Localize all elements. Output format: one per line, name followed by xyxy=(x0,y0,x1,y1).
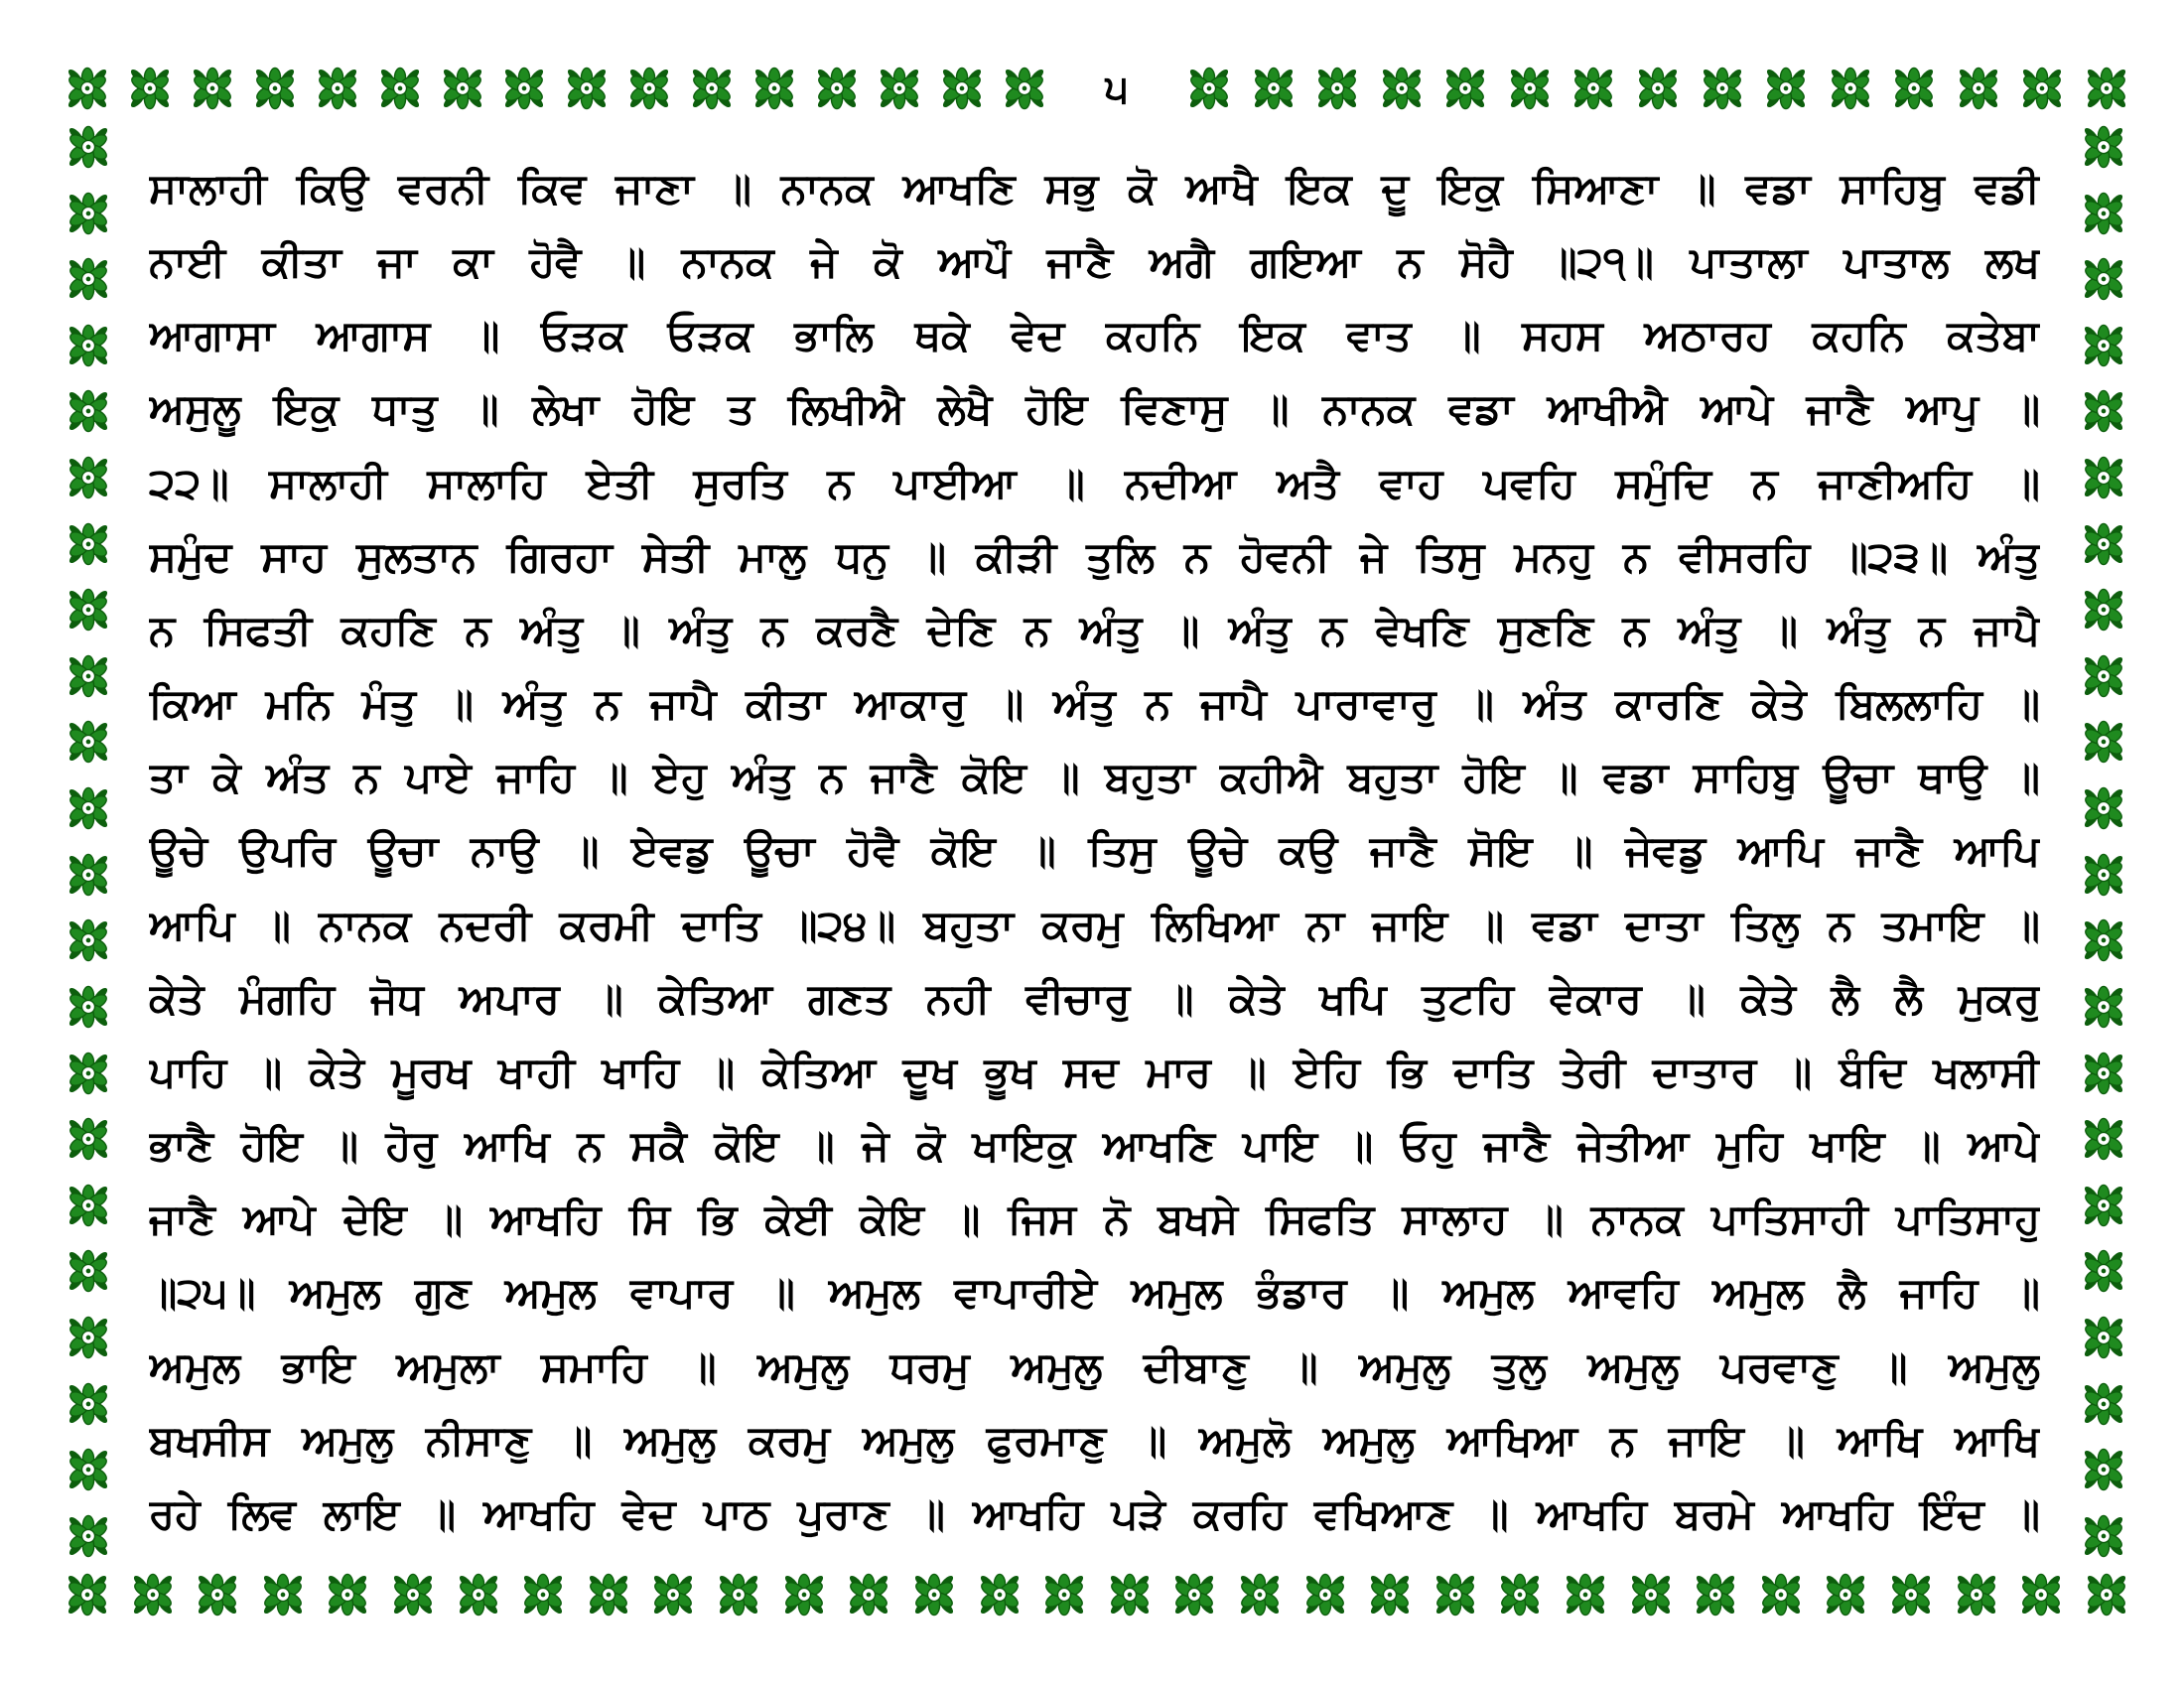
flower-icon xyxy=(61,847,116,903)
flower-icon xyxy=(122,61,178,116)
flower-icon xyxy=(934,61,990,116)
flower-icon xyxy=(1246,61,1301,116)
flower-icon xyxy=(61,780,116,836)
flower-icon xyxy=(2076,1442,2131,1497)
text-line-16: ॥੨੫॥ ਅਮੁਲ ਗੁਣ ਅਮੁਲ ਵਾਪਾਰ ॥ ਅਮੁਲ ਵਾਪਾਰੀਏ ਅਮੁਲ ਭੰਡਾਰ ॥ ਅਮੁਲ ਆਵਹਿ ਅਮੁਲ ਲੈ ਜਾਹਿ ॥ xyxy=(149,1268,2040,1318)
text-line-13: ਪਾਹਿ ॥ ਕੇਤੇ ਮੂਰਖ ਖਾਹੀ ਖਾਹਿ ॥ ਕੇਤਿਆ ਦੂਖ ਭੂਖ ਸਦ ਮਾਰ ॥ ਏਹਿ ਭਿ ਦਾਤਿ ਤੇਰੀ ਦਾਤਾਰ ॥ ਬੰਦਿ ਖਲਾਸੀ xyxy=(149,1047,2040,1096)
flower-icon xyxy=(2076,1178,2131,1233)
text-line-17: ਅਮੁਲ ਭਾਇ ਅਮੁਲਾ ਸਮਾਹਿ ॥ ਅਮੁਲੁ ਧਰਮੁ ਅਮੁਲੁ ਦੀਬਾਣੁ ॥ ਅਮੁਲੁ ਤੁਲੁ ਅਮੁਲੁ ਪਰਵਾਣੁ ॥ ਅਮੁਲੁ xyxy=(149,1341,2040,1391)
flower-icon xyxy=(247,61,303,116)
text-line-4: ਅਸੁਲੂ ਇਕੁ ਧਾਤੁ ॥ ਲੇਖਾ ਹੋਇ ਤ ਲਿਖੀਐ ਲੇਖੈ ਹੋਇ ਵਿਣਾਸੁ ॥ ਨਾਨਕ ਵਡਾ ਆਖੀਐ ਆਪੇ ਜਾਣੈ ਆਪੁ ॥ xyxy=(149,384,2040,434)
flower-icon xyxy=(61,979,116,1035)
flower-icon xyxy=(61,450,116,505)
flower-icon xyxy=(2076,1111,2131,1167)
flower-icon xyxy=(1181,61,1237,116)
flower-icon xyxy=(1753,1567,1809,1622)
text-line-10: ਊਚੇ ਉਪਰਿ ਊਚਾ ਨਾਉ ॥ ਏਵਡੁ ਊਚਾ ਹੋਵੈ ਕੋਇ ॥ ਤਿਸੁ ਊਚੇ ਕਉ ਜਾਣੈ ਸੋਇ ॥ ਜੇਵਡੁ ਆਪਿ ਜਾਣੈ ਆਪਿ xyxy=(149,826,2040,876)
flower-icon xyxy=(2076,1046,2131,1101)
scripture-text xyxy=(149,159,2040,1544)
flower-icon xyxy=(2076,1243,2131,1299)
flower-icon xyxy=(60,1567,115,1622)
flower-icon xyxy=(645,1567,701,1622)
flower-icon xyxy=(61,251,116,307)
flower-icon xyxy=(1309,61,1365,116)
page-number: ੫ xyxy=(1105,67,1129,112)
text-line-9: ਤਾ ਕੇ ਅੰਤ ਨ ਪਾਏ ਜਾਹਿ ॥ ਏਹੁ ਅੰਤੁ ਨ ਜਾਣੈ ਕੋਇ ॥ ਬਹੁਤਾ ਕਹੀਐ ਬਹੁਤਾ ਹੋਇ ॥ ਵਡਾ ਸਾਹਿਬੁ ਊਚਾ ਥਾਉ ॥ xyxy=(149,753,2040,802)
flower-icon xyxy=(1823,61,1878,116)
flower-icon xyxy=(1688,1567,1743,1622)
flower-icon xyxy=(711,1567,766,1622)
flower-icon xyxy=(190,1567,245,1622)
flower-icon xyxy=(1818,1567,1873,1622)
flower-icon xyxy=(61,1508,116,1564)
flower-icon xyxy=(451,1567,506,1622)
flower-icon xyxy=(61,383,116,439)
flower-icon xyxy=(2076,251,2131,307)
flower-icon xyxy=(320,1567,375,1622)
flower-icon xyxy=(2076,582,2131,637)
flower-icon xyxy=(61,714,116,770)
flower-icon xyxy=(2076,1508,2131,1564)
flower-icon xyxy=(2076,119,2131,175)
flower-icon xyxy=(2076,516,2131,572)
text-line-14: ਭਾਣੈ ਹੋਇ ॥ ਹੋਰੁ ਆਖਿ ਨ ਸਕੈ ਕੋਇ ॥ ਜੇ ਕੋ ਖਾਇਕੁ ਆਖਣਿ ਪਾਇ ॥ ਓਹੁ ਜਾਣੈ ਜੇਤੀਆ ਮੁਹਿ ਖਾਇ ॥ ਆਪੇ xyxy=(149,1121,2040,1171)
flower-icon xyxy=(1374,61,1430,116)
flower-icon xyxy=(61,1442,116,1497)
text-line-5: ੨੨॥ ਸਾਲਾਹੀ ਸਾਲਾਹਿ ਏਤੀ ਸੁਰਤਿ ਨ ਪਾਈਆ ॥ ਨਦੀਆ ਅਤੈ ਵਾਹ ਪਵਹਿ ਸਮੁੰਦਿ ਨ ਜਾਣੀਅਹਿ ॥ xyxy=(149,458,2040,507)
flower-icon xyxy=(2076,1376,2131,1432)
flower-icon xyxy=(972,1567,1027,1622)
flower-icon xyxy=(1297,1567,1353,1622)
flower-icon xyxy=(1232,1567,1288,1622)
flower-icon xyxy=(2076,847,2131,903)
flower-icon xyxy=(61,1376,116,1432)
flower-icon xyxy=(2076,648,2131,704)
flower-icon xyxy=(125,1567,181,1622)
border-right xyxy=(2073,119,2134,1564)
flower-icon xyxy=(2079,61,2134,116)
flower-icon xyxy=(2014,61,2070,116)
flower-icon xyxy=(1362,1567,1418,1622)
text-line-6: ਸਮੁੰਦ ਸਾਹ ਸੁਲਤਾਨ ਗਿਰਹਾ ਸੇਤੀ ਮਾਲੁ ਧਨੁ ॥ ਕੀੜੀ ਤੁਲਿ ਨ ਹੋਵਨੀ ਜੇ ਤਿਸੁ ਮਨਹੁ ਨ ਵੀਸਰਹਿ ॥੨੩॥ ਅੰਤੁ xyxy=(149,531,2040,581)
flower-icon xyxy=(1623,1567,1679,1622)
flower-icon xyxy=(906,1567,962,1622)
text-line-1: ਸਾਲਾਹੀ ਕਿਉ ਵਰਨੀ ਕਿਵ ਜਾਣਾ ॥ ਨਾਨਕ ਆਖਣਿ ਸਭੁ ਕੋ ਆਖੈ ਇਕ ਦੂ ਇਕੁ ਸਿਆਣਾ ॥ ਵਡਾ ਸਾਹਿਬੁ ਵਡੀ xyxy=(149,164,2040,212)
flower-icon xyxy=(385,1567,441,1622)
flower-icon xyxy=(60,61,115,116)
flower-icon xyxy=(2076,186,2131,241)
flower-icon xyxy=(1630,61,1686,116)
flower-icon xyxy=(61,582,116,637)
flower-icon xyxy=(1949,1567,2004,1622)
flower-icon xyxy=(2076,1310,2131,1365)
flower-icon xyxy=(515,1567,571,1622)
border-top-left xyxy=(60,58,1052,119)
text-line-7: ਨ ਸਿਫਤੀ ਕਹਣਿ ਨ ਅੰਤੁ ॥ ਅੰਤੁ ਨ ਕਰਣੈ ਦੇਣਿ ਨ ਅੰਤੁ ॥ ਅੰਤੁ ਨ ਵੇਖਣਿ ਸੁਣਣਿ ਨ ਅੰਤੁ ॥ ਅੰਤੁ ਨ ਜਾਪੈ xyxy=(149,605,2040,654)
flower-icon xyxy=(841,1567,896,1622)
flower-icon xyxy=(372,61,428,116)
text-line-2: ਨਾਈ ਕੀਤਾ ਜਾ ਕਾ ਹੋਵੈ ॥ ਨਾਨਕ ਜੇ ਕੋ ਆਪੌ ਜਾਣੈ ਅਗੈ ਗਇਆ ਨ ਸੋਹੈ ॥੨੧॥ ਪਾਤਾਲਾ ਪਾਤਾਲ ਲਖ xyxy=(149,237,2040,287)
flower-icon xyxy=(61,1046,116,1101)
flower-icon xyxy=(2079,1567,2134,1622)
flower-icon xyxy=(1492,1567,1548,1622)
flower-icon xyxy=(61,1310,116,1365)
flower-icon xyxy=(2076,450,2131,505)
flower-icon xyxy=(435,61,490,116)
flower-icon xyxy=(61,1178,116,1233)
flower-icon xyxy=(2076,780,2131,836)
text-line-11: ਆਪਿ ॥ ਨਾਨਕ ਨਦਰੀ ਕਰਮੀ ਦਾਤਿ ॥੨੪॥ ਬਹੁਤਾ ਕਰਮੁ ਲਿਖਿਆ ਨਾ ਜਾਇ ॥ ਵਡਾ ਦਾਤਾ ਤਿਲੁ ਨ ਤਮਾਇ ॥ xyxy=(149,900,2040,949)
flower-icon xyxy=(1437,61,1493,116)
flower-icon xyxy=(581,1567,636,1622)
flower-icon xyxy=(496,61,552,116)
flower-icon xyxy=(61,318,116,373)
flower-icon xyxy=(1166,1567,1222,1622)
flower-icon xyxy=(185,61,240,116)
flower-icon xyxy=(747,61,802,116)
flower-icon xyxy=(684,61,740,116)
flower-icon xyxy=(1695,61,1750,116)
flower-icon xyxy=(872,61,927,116)
flower-icon xyxy=(1566,61,1621,116)
text-line-15: ਜਾਣੈ ਆਪੇ ਦੇਇ ॥ ਆਖਹਿ ਸਿ ਭਿ ਕੇਈ ਕੇਇ ॥ ਜਿਸ ਨੋ ਬਖਸੇ ਸਿਫਤਿ ਸਾਲਾਹ ॥ ਨਾਨਕ ਪਾਤਿਸਾਹੀ ਪਾਤਿਸਾਹੁ xyxy=(149,1195,2040,1244)
text-line-12: ਕੇਤੇ ਮੰਗਹਿ ਜੋਧ ਅਪਾਰ ॥ ਕੇਤਿਆ ਗਣਤ ਨਹੀ ਵੀਚਾਰੁ ॥ ਕੇਤੇ ਖਪਿ ਤੁਟਹਿ ਵੇਕਾਰ ॥ ਕੇਤੇ ਲੈ ਲੈ ਮੁਕਰੁ xyxy=(149,973,2040,1023)
flower-icon xyxy=(1558,1567,1613,1622)
flower-icon xyxy=(2013,1567,2069,1622)
flower-icon xyxy=(2076,979,2131,1035)
flower-icon xyxy=(621,61,677,116)
flower-icon xyxy=(2076,913,2131,968)
text-line-18: ਬਖਸੀਸ ਅਮੁਲੁ ਨੀਸਾਣੁ ॥ ਅਮੁਲੁ ਕਰਮੁ ਅਮੁਲੁ ਫੁਰਮਾਣੁ ॥ ਅਮੁਲੋ ਅਮੁਲੁ ਆਖਿਆ ਨ ਜਾਇ ॥ ਆਖਿ ਆਖਿ xyxy=(149,1415,2040,1465)
flower-icon xyxy=(997,61,1052,116)
flower-icon xyxy=(255,1567,311,1622)
flower-icon xyxy=(61,1243,116,1299)
flower-icon xyxy=(2076,714,2131,770)
border-left xyxy=(58,119,119,1564)
flower-icon xyxy=(1758,61,1814,116)
flower-icon xyxy=(1036,1567,1092,1622)
border-top-right xyxy=(1181,58,2134,119)
flower-icon xyxy=(1428,1567,1483,1622)
text-line-3: ਆਗਾਸਾ ਆਗਾਸ ॥ ਓੜਕ ਓੜਕ ਭਾਲਿ ਥਕੇ ਵੇਦ ਕਹਨਿ ਇਕ ਵਾਤ ॥ ਸਹਸ ਅਠਾਰਹ ਕਹਨਿ ਕਤੇਬਾ xyxy=(149,311,2040,360)
flower-icon xyxy=(559,61,614,116)
text-line-19: ਰਹੇ ਲਿਵ ਲਾਇ ॥ ਆਖਹਿ ਵੇਦ ਪਾਠ ਪੁਰਾਣ ॥ ਆਖਹਿ ਪੜੇ ਕਰਹਿ ਵਖਿਆਣ ॥ ਆਖਹਿ ਬਰਮੇ ਆਖਹਿ ਇੰਦ ॥ xyxy=(149,1488,2040,1538)
flower-icon xyxy=(776,1567,832,1622)
flower-icon xyxy=(1883,1567,1939,1622)
flower-icon xyxy=(310,61,365,116)
flower-icon xyxy=(1102,1567,1158,1622)
flower-icon xyxy=(1886,61,1942,116)
flower-icon xyxy=(61,913,116,968)
border-bottom xyxy=(60,1564,2134,1625)
flower-icon xyxy=(809,61,865,116)
flower-icon xyxy=(61,186,116,241)
flower-icon xyxy=(61,1111,116,1167)
flower-icon xyxy=(1951,61,2006,116)
flower-icon xyxy=(2076,383,2131,439)
text-line-8: ਕਿਆ ਮਨਿ ਮੰਤੁ ॥ ਅੰਤੁ ਨ ਜਾਪੈ ਕੀਤਾ ਆਕਾਰੁ ॥ ਅੰਤੁ ਨ ਜਾਪੈ ਪਾਰਾਵਾਰੁ ॥ ਅੰਤ ਕਾਰਣਿ ਕੇਤੇ ਬਿਲਲਾਹਿ ॥ xyxy=(149,679,2040,729)
flower-icon xyxy=(2076,318,2131,373)
flower-icon xyxy=(1502,61,1558,116)
flower-icon xyxy=(61,648,116,704)
flower-icon xyxy=(61,119,116,175)
flower-icon xyxy=(61,516,116,572)
